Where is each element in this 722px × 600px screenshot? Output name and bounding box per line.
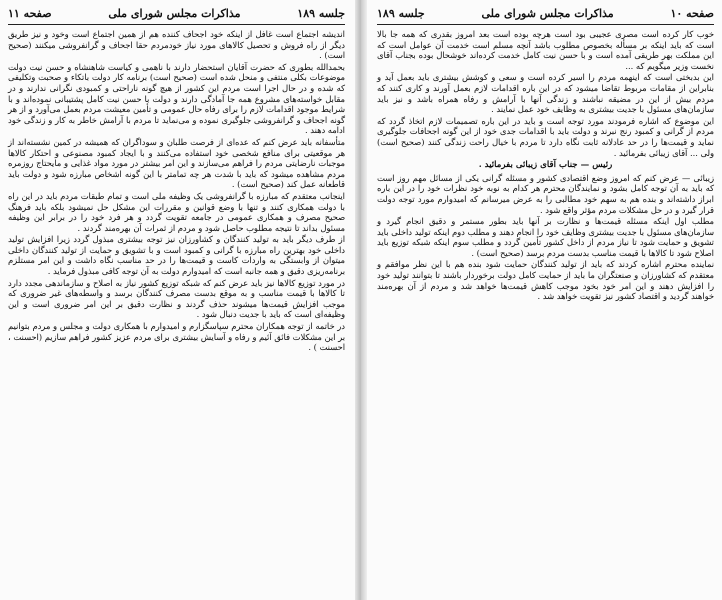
right-paragraph-1: خوب کار کرده است مصری عجیبی بود است هرچه بوده است بعد امروز بقدری که همه جا بالا است که باید اینکه بر مسأله بخصوص مطلوب باشد آنچه مسلم است خدمت آن عوامل است که این مملکت بهر طریقی آمده است و با حسن نیت کامل خدمت کرده‌اند خوشحال بوده بجناب آقای نخست وزیر میگویم که ... [377,29,714,71]
left-paragraph-4: اینجانب معتقدم که مبارزه با گرانفروشی یک وظیفه ملی است و تمام طبقات مردم باید در این راه با دولت همکاری کنند و تنها با وضع قوانین و مقررات این مشکل حل نمیشود بلکه باید فرهنگ صحیح مصرف و همکاری عمومی در جامعه تقویت گردد و هر فرد خود را در برابر این وظیفه مسئول بداند تا نتیجه مطلوب حاصل شود و مردم از ثمرات آن بهره‌مند گردند . [8,190,345,233]
left-session-number: جلسه ۱۸۹ [297,6,345,20]
right-paragraph-5: زیبائی — عرض کنم که امروز وضع اقتصادی کشور و مسئله گرانی یکی از مسائل مهم روز است که باید به آن توجه کامل بشود و نمایندگان محترم هر کدام به نوبه خود نظرات خود را در این باره ابراز داشته‌اند و بنده هم به سهم خود مطالبی را به عرض میرسانم که امیدوارم مورد توجه دولت قرار گیرد و در حل مشکلات مردم مؤثر واقع شود . [377,172,714,215]
right-page-number: صفحه ۱۰ [670,6,714,20]
right-header-rule [377,24,714,25]
right-running-title: مذاكرات مجلس شوراى ملى [481,6,614,20]
right-paragraph-2: این بدبختی است که اینهمه مردم را اسیر کرده است و سعی و کوشش بیشتری باید بعمل آید و بنابراین از مقامات مربوط تقاضا میشود که در این باره اقدامات لازم بعمل آورند و کاری کنند که مردم بیش از این در مضیقه نباشند و زندگی آنها با آرامش و رفاه همراه باشد و نیز باید سازمان‌های مسئول با جدیت بیشتری به وظایف خود عمل نمایند . [377,72,714,115]
right-session-number: جلسه ۱۸۹ [377,6,425,20]
right-paragraph-6: مطلب اول اینکه مسئله قیمت‌ها و نظارت بر آنها باید بطور مستمر و دقیق انجام گیرد و سازمان‌های مسئول با جدیت بیشتری وظایف خود را انجام دهند و مطلب دوم اینکه تولید داخلی باید تشویق و حمایت شود تا نیاز مردم از داخل کشور تأمین گردد و مطلب سوم اینکه شبکه توزیع باید اصلاح شود تا کالاها با قیمت مناسب بدست مردم برسد (صحیح است) . [377,216,714,258]
left-paragraph-2: بحمدالله بطوری که حضرت آقایان استحضار دارند با ناهمی و کیاست شاهنشاه و حسن نیت دولت موضوعات بکلی منتفی و منحل شده است (صحیح است) برنامه کار دولت باتکاء و صحبت وتکلیفی که شده و در حال اجرا است مردم این کشور از هیچ گونه ناراحتی و کمبودی نگرانی ندارند و در مقابل خواسته‌های مشروع همه جا آمادگی دارند و دولت با حسن نیت کامل پشتیبانی نموده‌اند و با شرایط موجود اقدامات لازم را برای رفاه حال عمومی و تأمین معیشت مردم بعمل می‌آورد و از هر گونه اجحاف و گرانفروشی جلوگیری نموده و می‌نماید تا مردم با آرامش خاطر به کار و زندگی خود ادامه دهند . [8,61,345,136]
left-paragraph-7: در خاتمه از توجه همکاران محترم سپاسگزارم و امیدوارم با همکاری دولت و مجلس و مردم بتوانیم بر این مشکلات فائق آئیم و رفاه و آسایش بیشتری برای مردم عزیز کشور فراهم سازیم (احسنت ، احسنت ) . [8,321,345,353]
left-paragraph-1: اندیشه اجتماع است غافل از اینکه خود اجحاف کننده هم از همین اجتماع است وخود و نیز طریق دیگر از راه فروش و تحصیل کالاهای مورد نیاز خودمردم حقا اجحاف و گرانفروشی میکنند (صحیح است) . [8,29,345,61]
right-page [367,0,722,600]
right-speaker-call: رئیس — جناب آقای زیبائی بفرمائید . [478,160,613,171]
right-paragraph-7: نماینده محترم اشاره کردند که باید از تولید کنندگان حمایت شود بنده هم با این نظر موافقم و معتقدم که کشاورزان و صنعتگران ما باید از حمایت کامل دولت برخوردار باشند تا بتوانند تولید خود را افزایش دهند و این امر خود بخود موجب کاهش قیمت‌ها خواهد شد و مردم از آن بهره‌مند خواهند گردید و اقتصاد کشور نیز تقویت خواهد شد . [377,259,714,302]
left-page-header [8,4,345,22]
left-paragraph-6: در مورد توزیع کالاها نیز باید عرض کنم که شبکه توزیع کشور نیاز به اصلاح و سازماندهی مجدد دارد تا کالاها با قیمت مناسب و به موقع بدست مصرف کنندگان برسد و واسطه‌های غیر ضروری که موجب افزایش قیمت‌ها میشوند حذف گردند و نظارت دقیق بر این امر ضروری است و این وظیفه‌ای است که باید با جدیت دنبال شود . [8,277,345,320]
left-header-rule [8,24,345,25]
left-running-title: مذاكرات مجلس شوراى ملى [108,6,241,20]
right-page-header [377,4,714,22]
left-body-text [8,29,345,353]
book-gutter [355,0,367,600]
right-paragraph-3: این موضوع که اشاره فرمودند مورد توجه است و باید در این باره تصمیمات لازم اتخاذ گردد که مردم از گرانی و کمبود رنج نبرند و دولت باید با اقدامات جدی خود از این گونه اجحافات جلوگیری نماید و قیمت‌ها را در حد عادلانه ثابت نگاه دارد تا مردم با خیال راحت زندگی کنند (صحیح است) ولی ... آقای زیبائی بفرمائید . [377,115,714,158]
left-page-number: صفحه ۱۱ [8,6,52,20]
right-body-text [377,29,714,302]
left-paragraph-3: متأسفانه باید عرض کنم که عده‌ای از فرصت طلبان و سوداگران که همیشه در کمین نشسته‌اند از هر موقعیتی برای منافع شخصی خود استفاده می‌کنند و با ایجاد کمبود مصنوعی و احتکار کالاها موجبات نارضایتی مردم را فراهم می‌سازند و این امر بیشتر در مورد مواد غذایی و مایحتاج روزمره مردم مشاهده میشود که باید با شدت هر چه تمامتر با این گونه اشخاص مبارزه شود و دولت باید قاطعانه عمل کند (صحیح است) . [8,136,345,190]
left-paragraph-5: از طرف دیگر باید به تولید کنندگان و کشاورزان نیز توجه بیشتری مبذول گردد زیرا افزایش تولید داخلی خود بهترین راه مبارزه با گرانی و کمبود است و با تشویق و حمایت از تولید کنندگان داخلی میتوان از وابستگی به واردات کاست و قیمت‌ها را در حد مناسب نگاه داشت و این امر مستلزم برنامه‌ریزی دقیق و همه جانبه است که امیدوارم دولت به آن توجه کافی مبذول فرماید . [8,234,345,277]
left-page [0,0,355,600]
